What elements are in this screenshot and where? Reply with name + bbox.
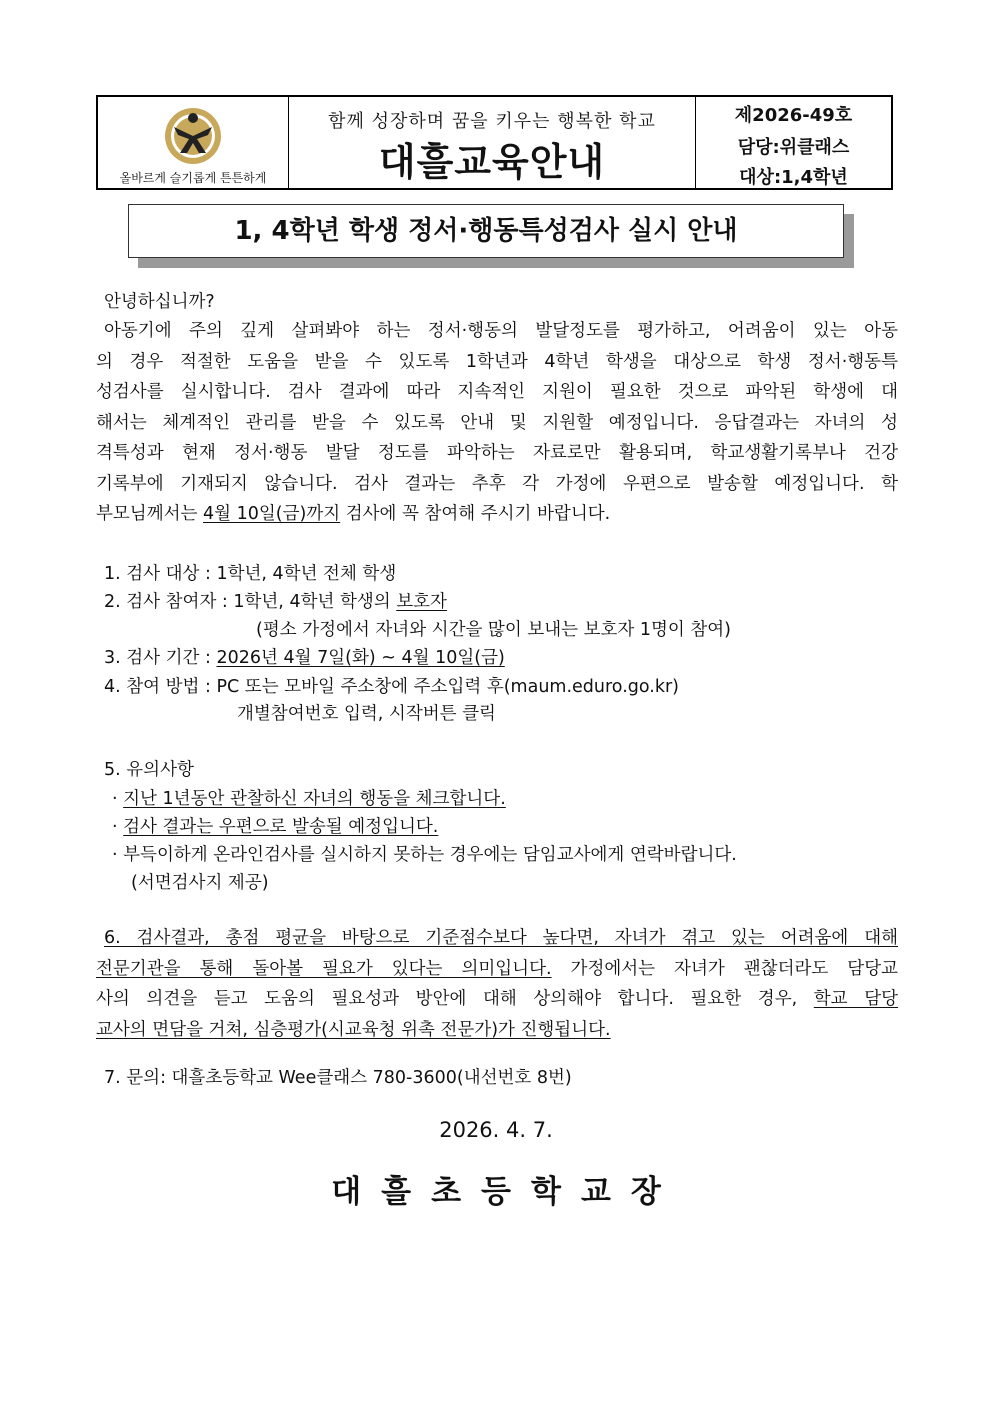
item-target: 1. 검사 대상 : 1학년, 4학년 전체 학생: [104, 564, 397, 584]
logo-cell: [98, 97, 289, 188]
department: 담당:위클래스: [737, 137, 850, 158]
target-grades: 대상:1,4학년: [739, 167, 848, 188]
guardian: 보호자: [396, 592, 447, 612]
title-cell: [289, 97, 696, 188]
intro-paragraph: [96, 316, 898, 530]
item-period: 3. 검사 기간 : 2026년 4월 7일(화) ~ 4월 10일(금): [104, 648, 505, 668]
deadline: 4월 10일(금)까지: [203, 504, 341, 524]
greeting: 안녕하십니까?: [104, 292, 215, 312]
item-method-cont: 개별참여번호 입력, 시작버튼 클릭: [237, 704, 496, 724]
contact-info: 7. 문의: 대흘초등학교 Wee클래스 780-3600(내선번호 8번): [104, 1068, 572, 1088]
notice-title: 1, 4학년 학생 정서·행동특성검사 실시 안내: [128, 204, 844, 258]
participant-note: (평소 가정에서 자녀와 시간을 많이 보내는 보호자 1명이 참여): [256, 620, 732, 640]
meta-cell: [696, 97, 891, 188]
item-method: 4. 참여 방법 : PC 또는 모바일 주소창에 주소입력 후(maum.eduro.go.kr): [104, 677, 679, 697]
test-period: 2026년 4월 7일(화) ~ 4월 10일(금): [216, 648, 505, 668]
item6-line: 전문기관을 통해 돌아볼 필요가 있다는 의미입니다. 가정에서는 자녀가 괜찮더라도 담당교: [96, 958, 898, 979]
school-logo-icon: [162, 105, 224, 167]
item6-line: 교사의 면담을 거쳐, 심층평가(시교육청 위촉 전문가)가 진행됩니다.: [96, 1019, 611, 1040]
note-item: · 지난 1년동안 관찰하신 자녀의 행동을 체크합니다.: [112, 789, 506, 809]
item-6-paragraph: [96, 923, 898, 1045]
header-table: [96, 95, 893, 190]
doc-number: 제2026-49호: [734, 105, 853, 126]
publication-title: 대흘교육안내: [378, 140, 606, 184]
principal-signature: 대흘초등학교장: [331, 1174, 681, 1210]
intro-line: 기록부에 기재되지 않습니다. 검사 결과는 추후 각 가정에 우편으로 발송할 예정입니다. 학: [96, 473, 898, 494]
note-item: · 검사 결과는 우편으로 발송될 예정입니다.: [112, 817, 439, 837]
intro-last-line: 부모님께서는 4월 10일(금)까지 검사에 꼭 참여해 주시기 바랍니다.: [96, 504, 611, 524]
note-item: · 부득이하게 온라인검사를 실시하지 못하는 경우에는 담임교사에게 연락바랍니다.: [112, 845, 737, 865]
item6-line: 6. 검사결과, 총점 평균을 바탕으로 기준점수보다 높다면, 자녀가 겪고 있는 어려움에 대해: [104, 928, 898, 948]
intro-line: 해서는 체계적인 관리를 받을 수 있도록 안내 및 지원할 예정입니다. 응답결과는 자녀의 성: [96, 412, 898, 433]
item-notes-heading: 5. 유의사항: [104, 760, 194, 780]
intro-line: 격특성과 현재 정서·행동 발달 정도를 파악하는 자료로만 활용되며, 학교생활기록부나 건강: [96, 443, 898, 463]
issue-date: 2026. 4. 7.: [439, 1118, 553, 1142]
note-item-cont: (서면검사지 제공): [131, 873, 269, 893]
intro-line: 의 경우 적절한 도움을 받을 수 있도록 1학년과 4학년 학생을 대상으로 학생 정서·행동특: [96, 351, 898, 372]
item6-line: 사의 의견을 듣고 도움의 필요성과 방안에 대해 상의해야 합니다. 필요한 경우, 학교 담당: [96, 989, 899, 1009]
intro-line: 성검사를 실시합니다. 검사 결과에 따라 지속적인 지원이 필요한 것으로 파악된 학생에 대: [96, 382, 898, 402]
intro-line: 아동기에 주의 깊게 살펴봐야 하는 정서·행동의 발달정도를 평가하고, 어려움이 있는 아동: [104, 321, 898, 341]
school-motto: 올바르게 슬기롭게 튼튼하게: [119, 171, 267, 185]
school-slogan: 함께 성장하며 꿈을 키우는 행복한 학교: [328, 111, 656, 132]
item-participant: 2. 검사 참여자 : 1학년, 4학년 학생의 보호자: [104, 592, 447, 612]
